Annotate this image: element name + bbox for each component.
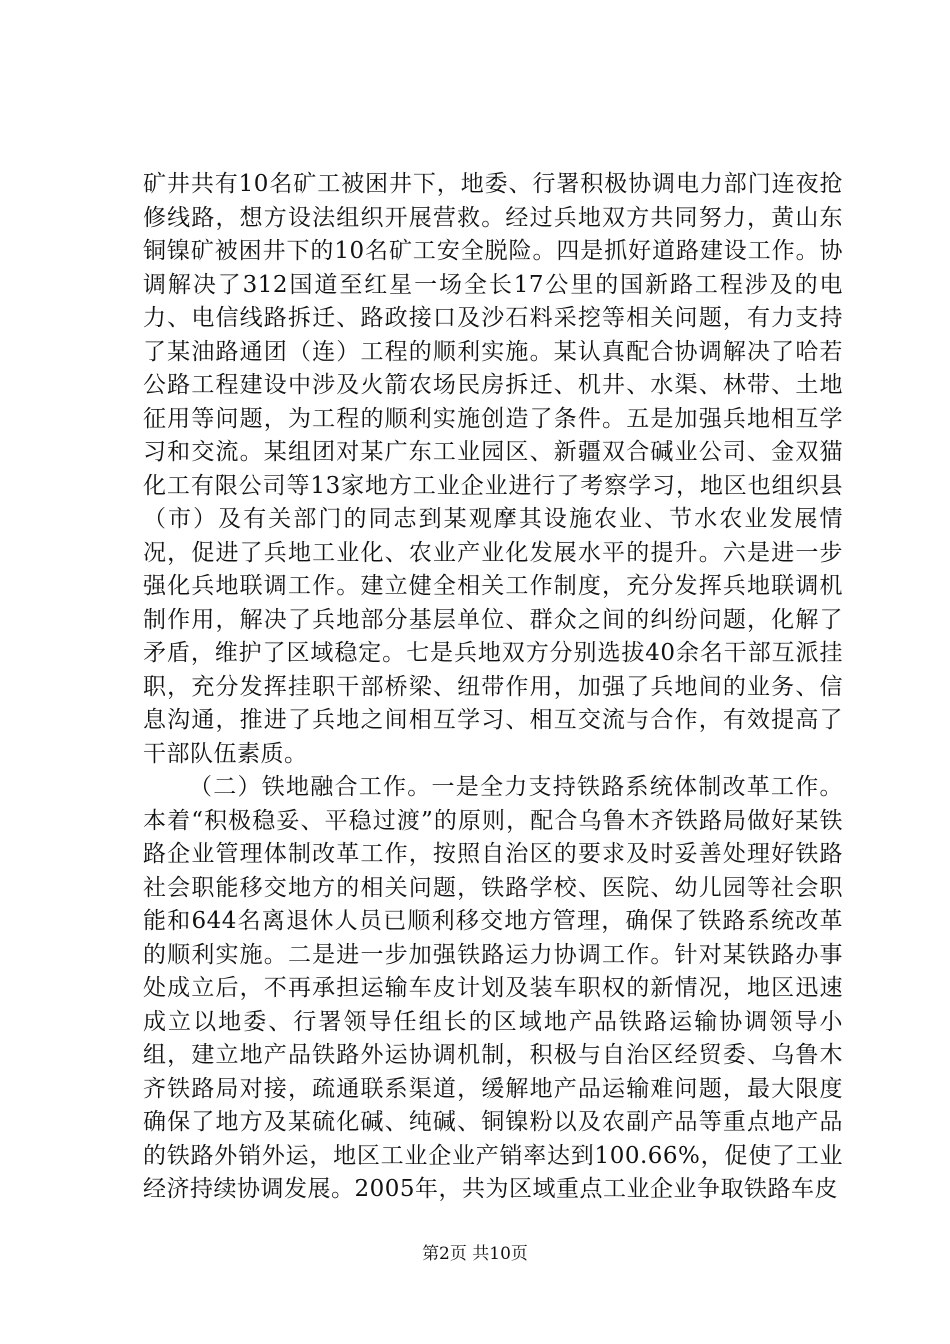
body-paragraph-1: 矿井共有10名矿工被困井下，地委、行署积极协调电力部门连夜抢修线路，想方设法组织开展营救。经过兵地双方共同努力，黄山东铜镍矿被困井下的10名矿工安全脱险。四是抓好道路建设工作。协调解决了312国道至红星一场全长17公里的国新路工程涉及的电力、电信线路拆迁、路政接口及沙石料采挖等相关问题，有力支持了某油路通团（连）工程的顺利实施。某认真配合协调解决了哈若公路工程建设中涉及火箭农场民房拆迁、机井、水渠、林带、土地征用等问题，为工程的顺利实施创造了条件。五是加强兵地相互学习和交流。某组团对某广东工业园区、新疆双合碱业公司、金双猫化工有限公司等13家地方工业企业进行了考察学习，地区也组织县（市）及有关部门的同志到某观摩其设施农业、节水农业发展情况，促进了兵地工业化、农业产业化发展水平的提升。六是进一步强化兵地联调工作。建立健全相关工作制度，充分发挥兵地联调机制作用，解决了兵地部分基层单位、群众之间的纠纷问题，化解了矛盾，维护了区域稳定。七是兵地双方分别选拔40余名干部互派挂职，充分发挥挂职干部桥梁、纽带作用，加强了兵地间的业务、信息沟通，推进了兵地之间相互学习、相互交流与合作，有效提高了干部队伍素质。 (143, 171, 843, 767)
page-number-footer: 第2页 共10页 (422, 1244, 528, 1264)
body-paragraph-2: （二）铁地融合工作。一是全力支持铁路系统体制改革工作。本着“积极稳妥、平稳过渡”的原则，配合乌鲁木齐铁路局做好某铁路企业管理体制改革工作，按照自治区的要求及时妥善处理好铁路社会职能移交地方的相关问题，铁路学校、医院、幼儿园等社会职能和644名离退休人员已顺利移交地方管理，确保了铁路系统改革的顺利实施。二是进一步加强铁路运力协调工作。针对某铁路办事处成立后，不再承担运输车皮计划及装车职权的新情况，地区迅速成立以地委、行署领导任组长的区域地产品铁路运输协调领导小组，建立地产品铁路外运协调机制，积极与自治区经贸委、乌鲁木齐铁路局对接，疏通联系渠道，缓解地产品运输难问题，最大限度确保了地方及某硫化碱、纯碱、铜镍粉以及农副产品等重点地产品的铁路外销外运，地区工业企业产销率达到100.66%，促使了工业经济持续协调发展。2005年，共为区域重点工业企业争取铁路车皮 (143, 774, 843, 1202)
document-body (143, 168, 843, 1207)
